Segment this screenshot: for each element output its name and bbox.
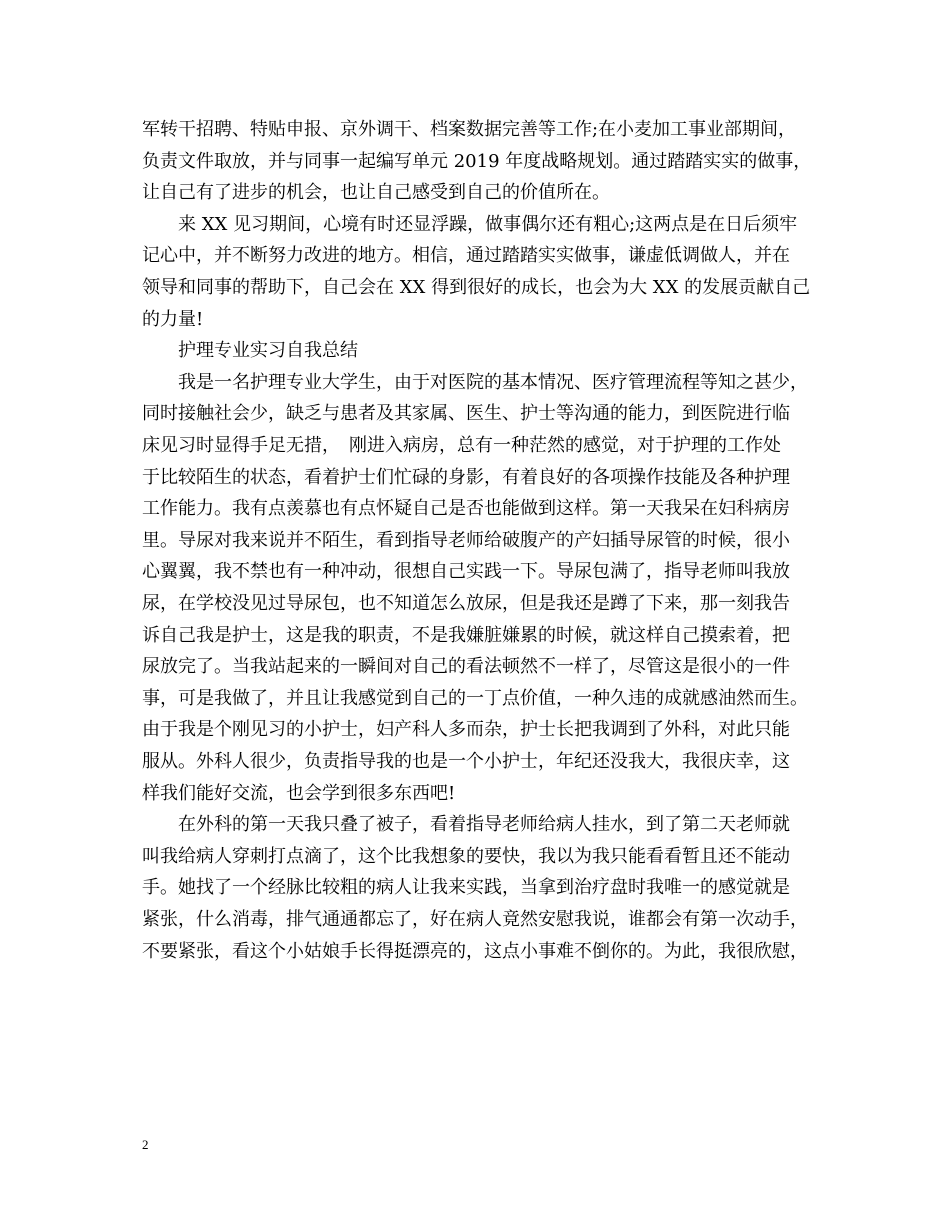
text-line: 由于我是个刚见习的小护士，妇产科人多而杂，护士长把我调到了外科，对此只能 [142,719,790,741]
text-line: 护理专业实习自我总结 [142,340,358,362]
text-line: 工作能力。我有点羡慕也有点怀疑自己是否也能做到这样。第一天我呆在妇科病房 [142,498,790,520]
text-line: 尿放完了。当我站起来的一瞬间对自己的看法顿然不一样了，尽管这是很小的一件 [142,656,790,678]
text-line: 的力量! [142,308,204,330]
text-line: 尿，在学校没见过导尿包，也不知道怎么放尿，但是我还是蹲了下来，那一刻我告 [142,593,790,614]
text-line: 里。导尿对我来说并不陌生，看到指导老师给破腹产的产妇插导尿管的时候，很小 [142,529,790,551]
text-line: 服从。外科人很少，负责指导我的也是一个小护士，年纪还没我大，我很庆幸，这 [142,751,790,772]
text-line: 紧张，什么消毒，排气通通都忘了，好在病人竟然安慰我说，谁都会有第一次动手， [142,909,808,930]
text-line: 我是一名护理专业大学生，由于对医院的基本情况、医疗管理流程等知之甚少， [142,371,808,393]
text-line: 在外科的第一天我只叠了被子，看着指导老师给病人挂水，到了第二天老师就 [142,814,790,836]
text-line: 不要紧张，看这个小姑娘手长得挺漂亮的，这点小事难不倒你的。为此，我很欣慰， [142,940,808,962]
text-line: 事，可是我做了，并且让我感觉到自己的一丁点价值，一种久违的成就感油然而生。 [142,687,808,709]
text-line: 于比较陌生的状态，看着护士们忙碌的身影，有着良好的各项操作技能及各种护理 [142,466,790,488]
text-line: 诉自己我是护士，这是我的职责，不是我嫌脏嫌累的时候，就这样自己摸索着，把 [142,624,790,646]
text-line: 床见习时显得手足无措， 刚进入病房，总有一种茫然的感觉，对于护理的工作处 [142,435,781,456]
text-line: 负责文件取放，并与同事一起编写单元 2019 年度战略规划。通过踏踏实实的做事， [142,150,812,172]
text-line: 领导和同事的帮助下，自己会在 XX 得到很好的成长，也会为大 XX 的发展贡献自己 [142,277,811,298]
text-line: 手。她找了一个经脉比较粗的病人让我来实践，当拿到治疗盘时我唯一的感觉就是 [142,877,790,899]
text-line: 记心中，并不断努力改进的地方。相信，通过踏踏实实做事，谦虚低调做人，并在 [142,245,790,267]
text-line: 叫我给病人穿刺打点滴了，这个比我想象的要快，我以为我只能看看暂且还不能动 [142,845,790,867]
text-line: 同时接触社会少，缺乏与患者及其家属、医生、护士等沟通的能力，到医院进行临 [142,403,790,425]
text-line: 心翼翼，我不禁也有一种冲动，很想自己实践一下。导尿包满了，指导老师叫我放 [142,561,790,583]
text-line: 样我们能好交流，也会学到很多东西吧! [142,782,456,804]
text-line: 军转干招聘、特贴申报、京外调干、档案数据完善等工作;在小麦加工事业部期间， [142,119,797,140]
text-line: 让自己有了进步的机会，也让自己感受到自己的价值所在。 [142,182,610,204]
text-line: 来 XX 见习期间，心境有时还显浮躁，做事偶尔还有粗心;这两点是在日后须牢 [142,213,798,235]
page-number: 2 [142,1137,149,1152]
